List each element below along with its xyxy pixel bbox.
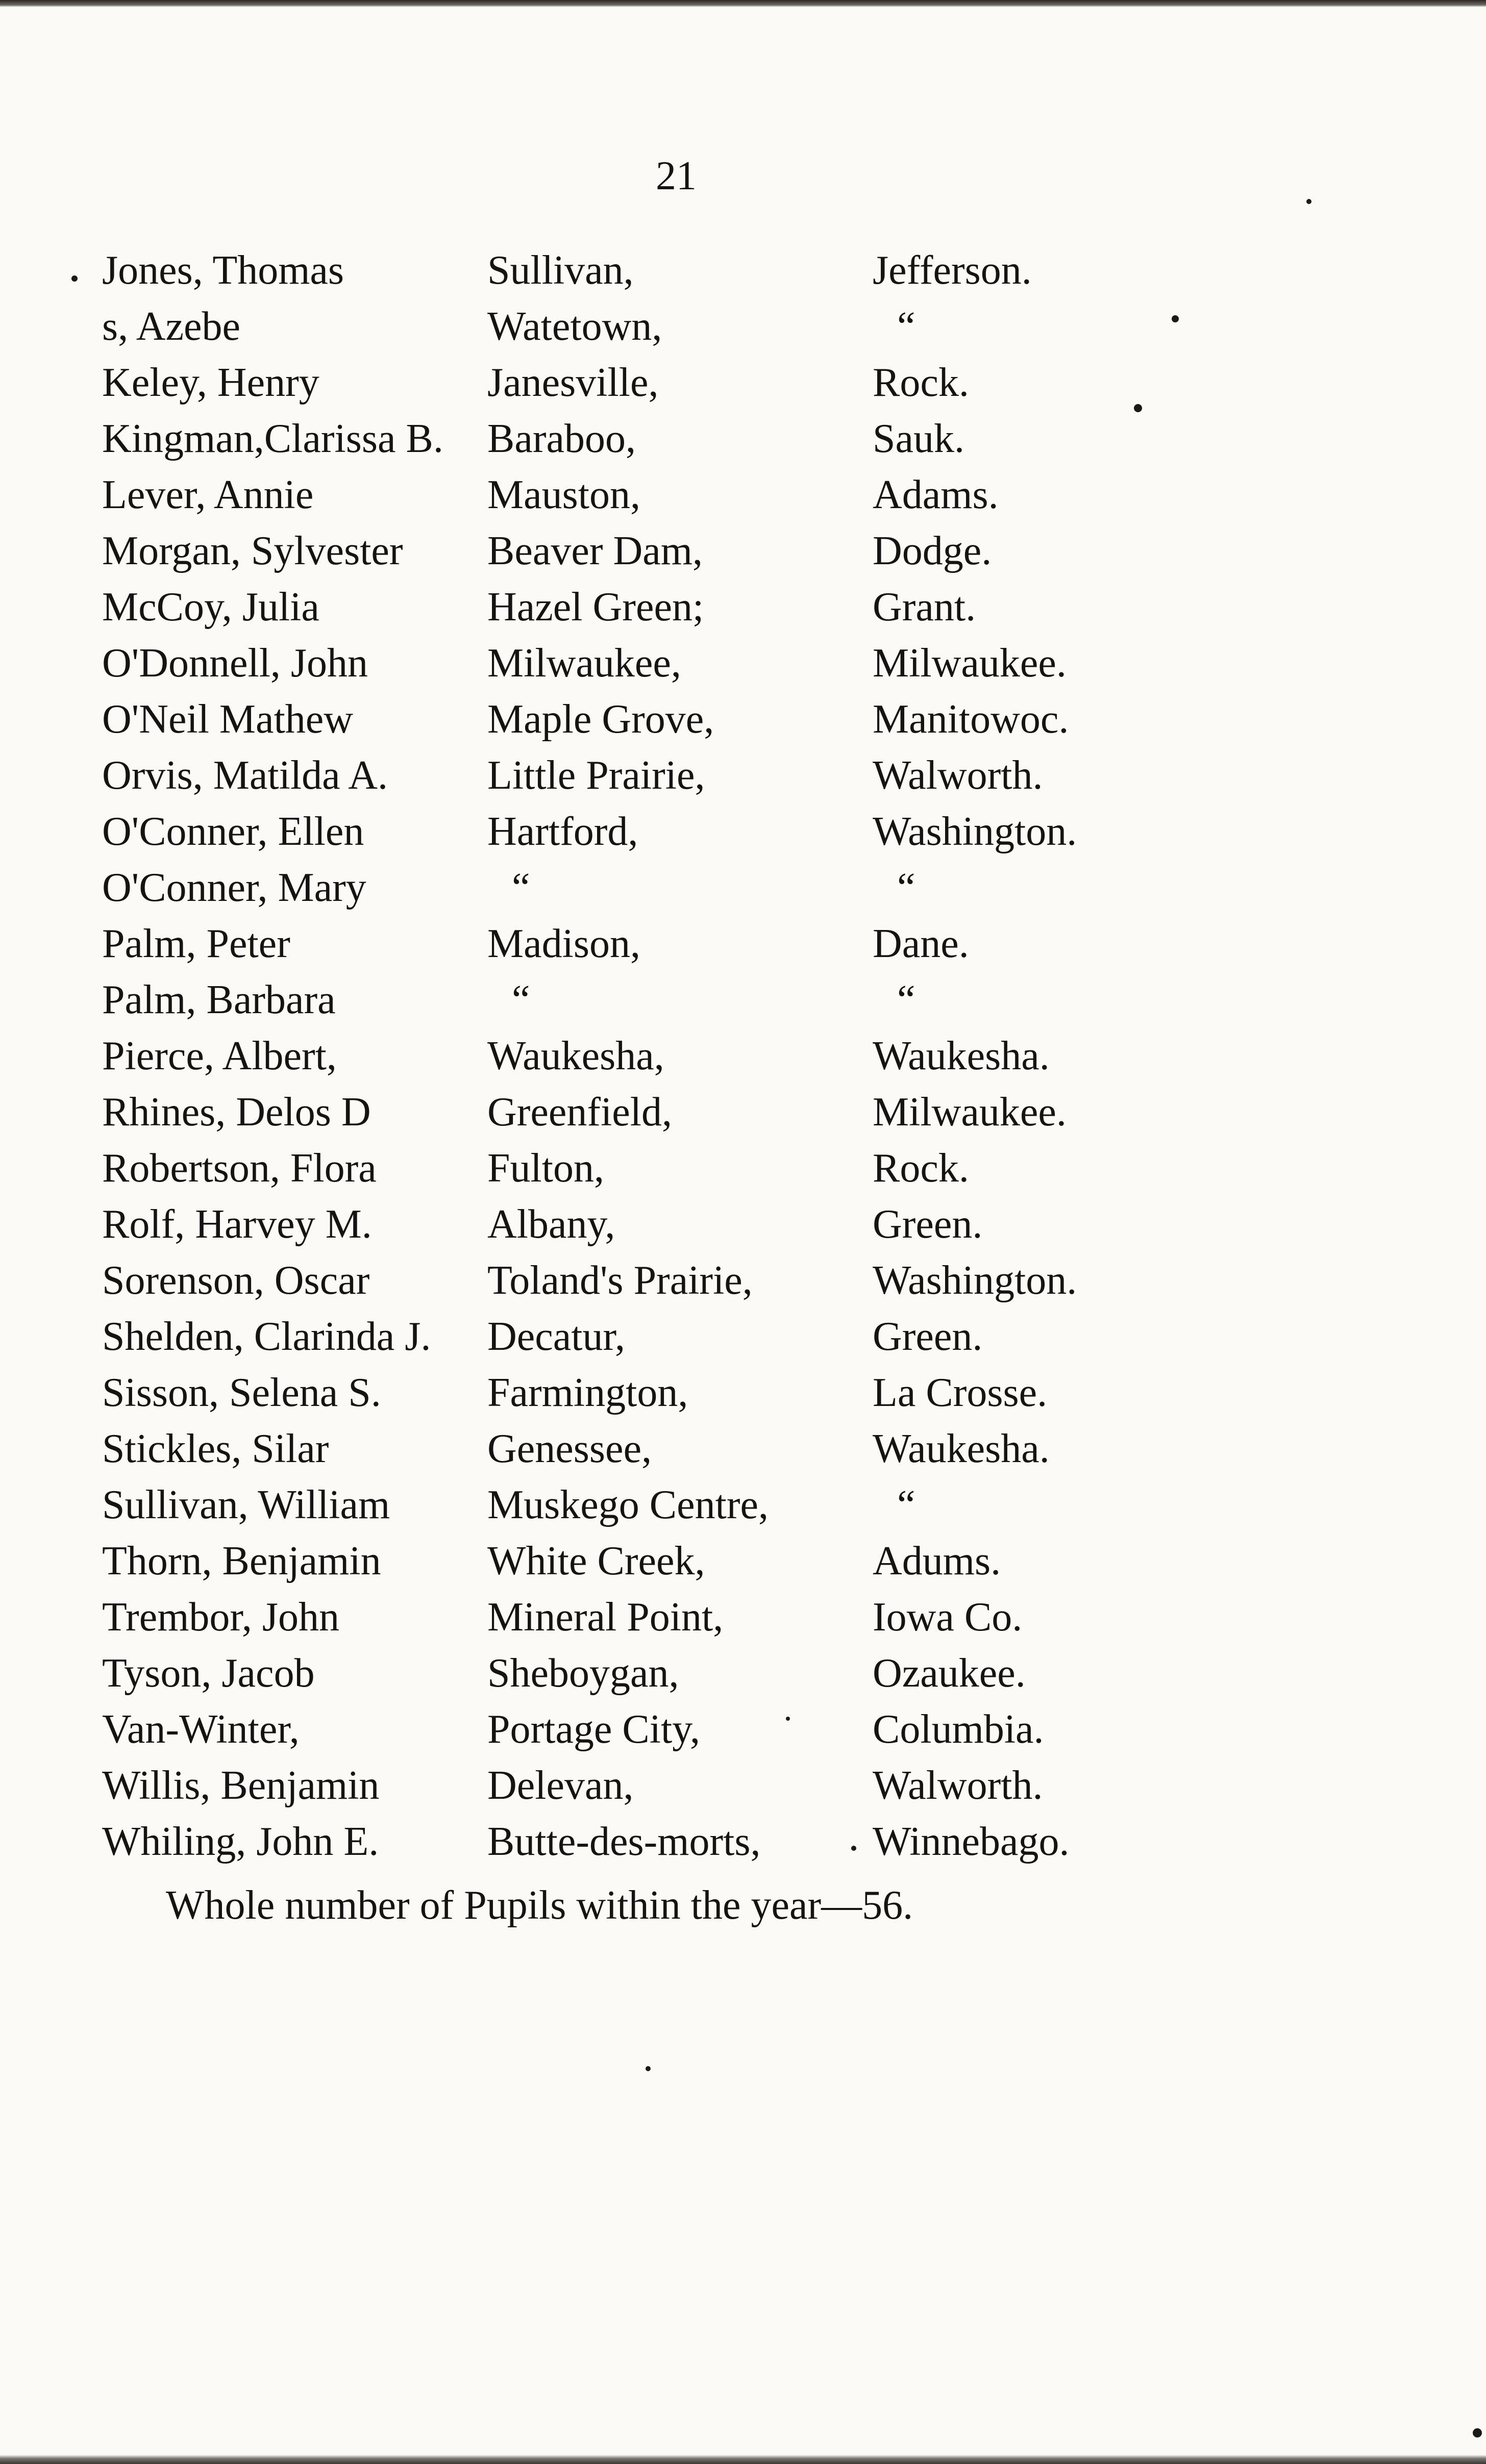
roster-row <box>0 972 1486 1028</box>
roster-row <box>0 691 1486 747</box>
pupil-county: La Crosse. <box>873 1370 1048 1415</box>
pupil-town: Fulton, <box>487 1146 604 1191</box>
pupil-county: Jefferson. <box>873 248 1032 293</box>
pupil-name: Tyson, Jacob <box>102 1651 315 1696</box>
pupil-town: “ <box>512 977 530 1022</box>
pupil-name: Orvis, Matilda A. <box>102 753 388 798</box>
pupil-county: Adums. <box>873 1539 1001 1583</box>
pupil-county: Ozaukee. <box>873 1651 1026 1696</box>
roster-row <box>0 1589 1486 1645</box>
pupil-town: Greenfield, <box>487 1090 673 1135</box>
roster-row <box>0 1701 1486 1757</box>
pupil-name: Rhines, Delos D <box>102 1090 371 1135</box>
pupil-town: Beaver Dam, <box>487 529 703 573</box>
pupil-town: Little Prairie, <box>487 753 705 798</box>
pupil-county: Rock. <box>873 1146 969 1191</box>
pupil-county: “ <box>897 304 915 349</box>
pupil-name: s, Azebe <box>102 304 241 349</box>
pupil-county: Washington. <box>873 1258 1077 1303</box>
pupil-county: Washington. <box>873 809 1077 854</box>
roster-row <box>0 1196 1486 1252</box>
pupil-town: “ <box>512 865 530 910</box>
pupil-county: Green. <box>873 1314 983 1359</box>
pupil-name: O'Conner, Ellen <box>102 809 364 854</box>
ink-speck <box>1306 199 1311 204</box>
pupil-name: Whiling, John E. <box>102 1819 379 1864</box>
ink-speck <box>1134 404 1142 412</box>
pupil-name: Keley, Henry <box>102 360 319 405</box>
pupil-county: Waukesha. <box>873 1426 1050 1471</box>
pupil-town: Mineral Point, <box>487 1595 724 1640</box>
pupil-name: Van-Winter, <box>102 1707 300 1752</box>
page-number: 21 <box>656 154 697 198</box>
pupil-town: Butte-des-morts, <box>487 1819 761 1864</box>
pupil-name: Sullivan, William <box>102 1482 390 1527</box>
roster-row <box>0 355 1486 411</box>
pupil-name: O'Conner, Mary <box>102 865 366 910</box>
ink-speck <box>851 1846 856 1851</box>
pupil-county: Adams. <box>873 472 999 517</box>
pupil-name: Kingman,Clarissa B. <box>102 416 443 461</box>
pupil-town: Waukesha, <box>487 1034 664 1078</box>
pupil-name: McCoy, Julia <box>102 585 319 630</box>
pupil-county: Grant. <box>873 585 976 630</box>
roster-row <box>0 523 1486 579</box>
roster-row <box>0 1365 1486 1421</box>
pupil-county: Manitowoc. <box>873 697 1069 742</box>
pupil-name: Shelden, Clarinda J. <box>102 1314 431 1359</box>
pupil-name: Palm, Peter <box>102 921 290 966</box>
pupil-town: Mauston, <box>487 472 640 517</box>
roster-row <box>0 1028 1486 1084</box>
roster-row <box>0 1309 1486 1365</box>
pupil-county: Milwaukee. <box>873 1090 1067 1135</box>
pupil-name: Willis, Benjamin <box>102 1763 380 1808</box>
pupil-county: Iowa Co. <box>873 1595 1023 1640</box>
pupil-county: Dane. <box>873 921 969 966</box>
roster-row <box>0 298 1486 355</box>
pupil-county: Dodge. <box>873 529 992 573</box>
ink-speck <box>646 2066 651 2071</box>
pupil-county: Walworth. <box>873 1763 1043 1808</box>
ink-speck <box>71 275 78 282</box>
pupil-name: Jones, Thomas <box>102 248 344 293</box>
roster-row <box>0 1814 1486 1870</box>
pupil-county: Walworth. <box>873 753 1043 798</box>
pupil-county: Sauk. <box>873 416 964 461</box>
pupil-town: Hazel Green; <box>487 585 704 630</box>
pupil-town: Toland's Prairie, <box>487 1258 753 1303</box>
roster-row <box>0 1533 1486 1589</box>
roster-row <box>0 803 1486 860</box>
pupil-town: Muskego Centre, <box>487 1482 769 1527</box>
roster-row <box>0 916 1486 972</box>
pupil-town: Portage City, <box>487 1707 700 1752</box>
pupil-town: Baraboo, <box>487 416 636 461</box>
ink-speck <box>786 1717 790 1721</box>
roster-row <box>0 242 1486 298</box>
pupil-name: Morgan, Sylvester <box>102 529 403 573</box>
roster-row <box>0 1084 1486 1140</box>
roster-row <box>0 1421 1486 1477</box>
pupil-name: Lever, Annie <box>102 472 314 517</box>
pupil-name: Thorn, Benjamin <box>102 1539 381 1583</box>
pupil-name: Pierce, Albert, <box>102 1034 337 1078</box>
pupil-town: Maple Grove, <box>487 697 714 742</box>
pupil-town: Sullivan, <box>487 248 634 293</box>
roster-row <box>0 635 1486 691</box>
pupil-county: Winnebago. <box>873 1819 1070 1864</box>
pupil-county: Waukesha. <box>873 1034 1050 1078</box>
pupil-town: Madison, <box>487 921 640 966</box>
pupil-name: Stickles, Silar <box>102 1426 329 1471</box>
pupil-town: White Creek, <box>487 1539 705 1583</box>
pupil-county: “ <box>897 1482 915 1527</box>
roster-row <box>0 1645 1486 1701</box>
pupil-name: O'Donnell, John <box>102 641 368 686</box>
pupil-county: “ <box>897 977 915 1022</box>
pupil-name: O'Neil Mathew <box>102 697 354 742</box>
pupil-name: Robertson, Flora <box>102 1146 377 1191</box>
roster-row <box>0 1252 1486 1309</box>
pupil-town: Janesville, <box>487 360 659 405</box>
pupil-county: “ <box>897 865 915 910</box>
pupil-town: Genessee, <box>487 1426 652 1471</box>
pupil-name: Trembor, John <box>102 1595 339 1640</box>
ink-speck <box>1473 2428 1482 2437</box>
pupil-county: Rock. <box>873 360 969 405</box>
pupil-town: Albany, <box>487 1202 615 1247</box>
roster-row <box>0 747 1486 803</box>
pupil-name: Sisson, Selena S. <box>102 1370 381 1415</box>
roster-row <box>0 411 1486 467</box>
pupil-county: Milwaukee. <box>873 641 1067 686</box>
pupil-town: Farmington, <box>487 1370 688 1415</box>
roster-row <box>0 1140 1486 1196</box>
pupil-town: Delevan, <box>487 1763 634 1808</box>
roster-row <box>0 467 1486 523</box>
pupil-name: Rolf, Harvey M. <box>102 1202 372 1247</box>
roster-row <box>0 860 1486 916</box>
pupil-town: Decatur, <box>487 1314 625 1359</box>
pupil-county: Columbia. <box>873 1707 1044 1752</box>
pupil-town: Milwaukee, <box>487 641 681 686</box>
pupil-town: Hartford, <box>487 809 638 854</box>
pupil-total-line: Whole number of Pupils within the year—56. <box>166 1883 913 1928</box>
pupil-town: Watetown, <box>487 304 662 349</box>
pupil-name: Palm, Barbara <box>102 977 336 1022</box>
ink-speck <box>1172 315 1179 322</box>
page-bottom-edge <box>0 2455 1486 2464</box>
roster-row <box>0 1477 1486 1533</box>
pupil-name: Sorenson, Oscar <box>102 1258 370 1303</box>
pupil-town: Sheboygan, <box>487 1651 679 1696</box>
pupil-county: Green. <box>873 1202 983 1247</box>
roster-row <box>0 1757 1486 1814</box>
roster-row <box>0 579 1486 635</box>
